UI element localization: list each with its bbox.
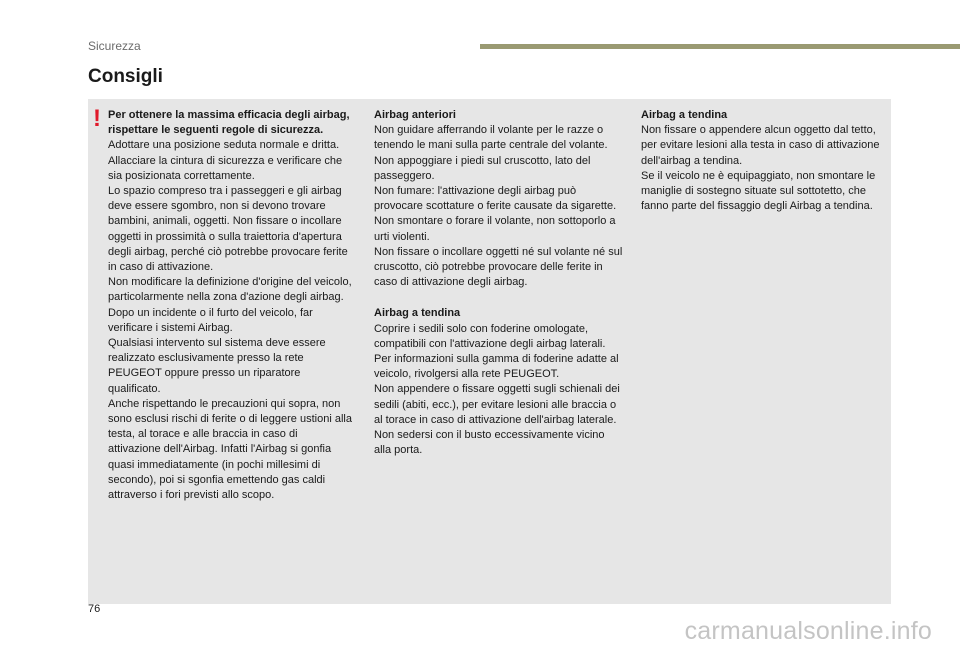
- warning-icon: !: [93, 105, 101, 132]
- warning-column: [108, 108, 353, 503]
- front-airbag-column: [374, 108, 624, 458]
- header-bar: [480, 44, 960, 49]
- page-number: 76: [88, 603, 101, 615]
- side-airbag-heading: Airbag a tendina: [374, 307, 461, 320]
- curtain-airbag-heading: Airbag a tendina: [641, 109, 728, 121]
- section-label: Sicurezza: [88, 39, 141, 53]
- front-airbag-body: Non guidare afferrando il volante per le razze o tenendo le mani sulla parte centrale del volante. Non appoggiare i piedi sul cruscotto, lato del passeggero. Non fumare: l'attivazione degli airbag può provocare scottature o ferite causate da sigarette. Non smontare o forare il volante, non sottoporlo a urti violenti. Non fissare o incollare oggetti né sul volante né sul cruscotto, ciò potrebbe provocare delle ferite in caso di attivazione degli airbag.: [374, 124, 623, 289]
- warning-body: Adottare una posizione seduta normale e dritta. Allacciare la cintura di sicurezza e verificare che sia posizionata correttamente. Lo spazio compreso tra i passeggeri e gli airbag deve essere sgombro, non si devono trovare bambini, animali, oggetti. Non fissare o incollare oggetti in prossimità o sulla traiettoria d'apertura degli airbag, perché ciò potrebbe provocare ferite in caso di attivazione. Non modificare la definizione d'origine del veicolo, particolarmente nella zona d'azione degli airbag. Dopo un incidente o il furto del veicolo, far verificare i sistemi Airbag. Qualsiasi intervento sul sistema deve essere realizzato esclusivamente presso la rete PEUGEOT oppure presso un riparatore qualificato. Anche rispettando le precauzioni qui sopra, non sono esclusi rischi di ferite o di leggere ustioni alla testa, al torace e alle braccia in caso di attivazione dell'Airbag. Infatti l'Airbag si gonfia quasi immediatamente (in pochi millesimi di secondo), poi si sgonfia emettendo gas caldi attraverso i fori previsti allo scopo.: [108, 139, 352, 502]
- side-airbag-body: Coprire i sedili solo con foderine omologate, compatibili con l'attivazione degli airbag laterali. Per informazioni sulla gamma di foderine adatte al veicolo, rivolgersi alla rete PEUGEOT. Non appendere o fissare oggetti sugli schienali dei sedili (abiti, ecc.), per evitare lesioni alle braccia o al torace in caso di attivazione dell'airbag laterale. Non sedersi con il busto eccessivamente vicino alla porta.: [374, 322, 620, 457]
- warning-heading: Per ottenere la massima efficacia degli airbag, rispettare le seguenti regole di sicurezza.: [108, 109, 350, 137]
- page-title: Consigli: [88, 66, 163, 87]
- curtain-airbag-column: [641, 108, 891, 214]
- front-airbag-heading: Airbag anteriori: [374, 109, 456, 121]
- watermark: carmanualsonline.info: [684, 617, 932, 645]
- curtain-airbag-body: Non fissare o appendere alcun oggetto dal tetto, per evitare lesioni alla testa in caso di attivazione dell'airbag a tendina. Se il veicolo ne è equipaggiato, non smontare le maniglie di sostegno situate sul sottotetto, che fanno parte del fissaggio degli Airbag a tendina.: [641, 124, 880, 213]
